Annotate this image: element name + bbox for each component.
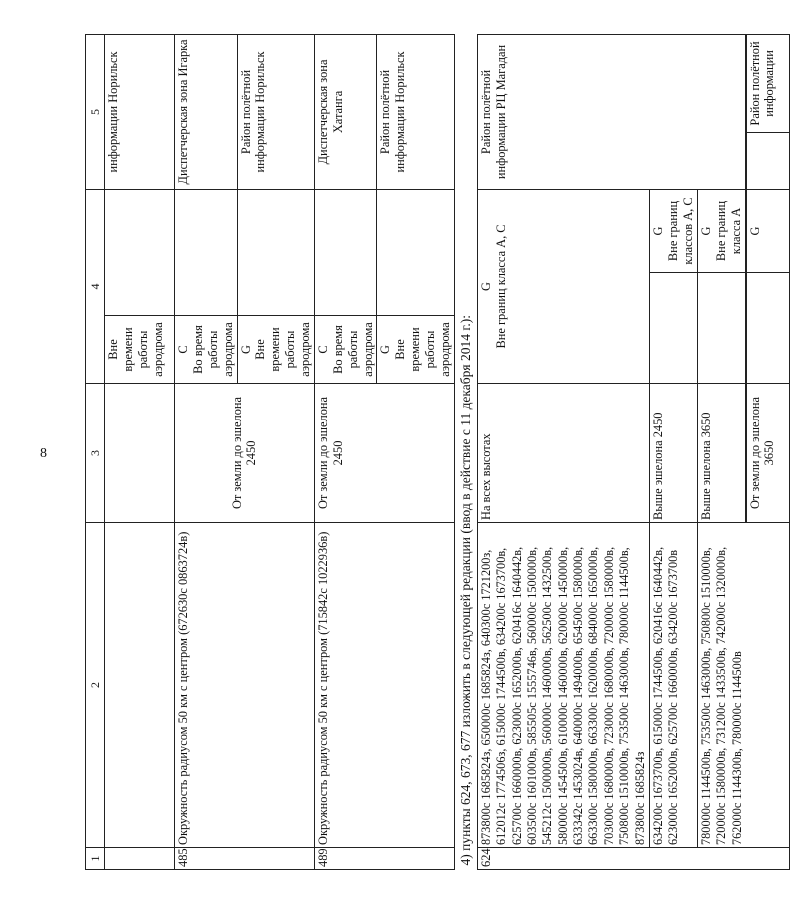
row-485-class-b: G Вне времени работы аэродрома bbox=[237, 316, 314, 384]
amendment-note: 4) пункты 624, 673, 677 изложить в следующей редакции (ввод в действие с 11 декабря 2014 г.): bbox=[457, 315, 473, 866]
amendment-row bbox=[454, 34, 477, 869]
row-624-height-4: От земли до эшелона 3650 bbox=[746, 384, 790, 523]
row-624-height-2: Выше эшелона 2450 bbox=[649, 384, 697, 523]
row-489-number: 489 bbox=[314, 848, 454, 870]
row-489-a bbox=[314, 34, 377, 869]
header-col-5: 5 bbox=[86, 34, 105, 189]
header-row bbox=[86, 34, 105, 869]
row-624-cond-3: Вне границ класса А bbox=[713, 200, 743, 262]
row-485-number: 485 bbox=[175, 848, 315, 870]
header-col-4: 4 bbox=[86, 189, 105, 383]
row-489-cond-a: Во время работы аэродрома bbox=[330, 322, 375, 377]
row-624-coords-main: 873800с 1685824з, 650000с 1685824з, 640300с 1721200з, 612012с 1774506з, 615000с 1744500в, 634200с 1673700в, 625700с 1660000в, 623000с 1652000в, 620416с 1640442в, 603500с 1601000в, 585505с 1555746в, 560000с 1500000в, 545212с 1500000в, 560000с 1460000в, 562500с 1432500в, 580000с 1454500в, 610000с 1460000в, 620000с 1450000в, 633342с 1453024в, 640000с 1494000в, 654500с 1580000в, 663300с 1580000в, 663300с 1620000в, 684000с 1650000в, 703000с 1680000в, 723000с 1680000в, 720000с 1580000в, 750800с 1510000в, 753500с 1463000в, 780000с 1144500в, 873800с 1685824з bbox=[477, 523, 649, 848]
cond-continuation: Вне времени работы аэродрома bbox=[105, 316, 175, 384]
row-624-unit-4: Район полётной информации bbox=[746, 34, 790, 132]
header-col-2: 2 bbox=[86, 523, 105, 848]
row-624-unit-1: Район полётной информации РЦ Магадан bbox=[477, 34, 745, 189]
rotated-table-page bbox=[85, 35, 777, 870]
row-624-height-1: На всех высотах bbox=[477, 384, 649, 523]
row-485-unit-b: Район полётной информации Норильск bbox=[237, 34, 314, 189]
page-number: 8 bbox=[40, 446, 47, 461]
row-624-class-3: G Вне границ класса А bbox=[697, 189, 745, 272]
row-485-cond-a: Во время работы аэродрома bbox=[190, 322, 235, 377]
row-624-height-3: Выше эшелона 3650 bbox=[697, 384, 745, 523]
row-624-class-1: G Вне границ класса А, С bbox=[477, 189, 649, 383]
row-485-zone: Окружность радиусом 50 км с центром (672630с 0863724в) bbox=[175, 523, 315, 848]
row-485-a bbox=[175, 34, 238, 869]
row-485-class-a: С Во время работы аэродрома bbox=[175, 316, 238, 384]
row-continuation bbox=[105, 34, 175, 869]
row-489-unit-b: Район полётной информации Норильск bbox=[377, 34, 454, 189]
row-624-coords-3: 780000с 1144500в, 753500с 1463000в, 750800с 1510000в, 720000с 1580000в, 731200с 1433500в, 742000с 1320000в, 762000с 1144300в, 780000с 1144500в bbox=[697, 523, 789, 848]
row-489-zone: Окружность радиусом 50 км с центром (715842с 1022936в) bbox=[314, 523, 454, 848]
row-485-height: От земли до эшелона 2450 bbox=[175, 384, 315, 523]
row-489-cond-b: Вне времени работы аэродрома bbox=[393, 322, 452, 377]
header-col-1: 1 bbox=[86, 848, 105, 870]
row-485-unit-a: Диспетчерская зона Игарка bbox=[175, 34, 238, 189]
row-624-coords-2: 634200с 1673700в, 615000с 1744500в, 620416с 1640442в, 623000с 1652000в, 625700с 1660000в, 634200с 1673700в bbox=[649, 523, 697, 848]
row-624-number: 624 bbox=[477, 848, 789, 870]
row-624-cond-2: Вне границ классов А, С bbox=[666, 197, 696, 265]
row-489-unit-a: Диспетчерская зона Хатанга bbox=[314, 34, 377, 189]
header-col-3: 3 bbox=[86, 384, 105, 523]
row-489-class-b: G Вне времени работы аэродрома bbox=[377, 316, 454, 384]
row-624-a bbox=[477, 34, 649, 869]
row-624-class-4: G bbox=[746, 189, 790, 272]
airspace-table bbox=[85, 34, 790, 870]
row-485-cond-b: Вне времени работы аэродрома bbox=[253, 322, 312, 377]
row-489-class-a: С Во время работы аэродрома bbox=[314, 316, 377, 384]
row-489-height: От земли до эшелона 2450 bbox=[314, 384, 454, 523]
row-624-cond-1: Вне границ класса А, С bbox=[493, 224, 508, 349]
row-624-class-2: G Вне границ классов А, С bbox=[649, 189, 697, 272]
unit-continuation: информации Норильск bbox=[105, 34, 175, 189]
